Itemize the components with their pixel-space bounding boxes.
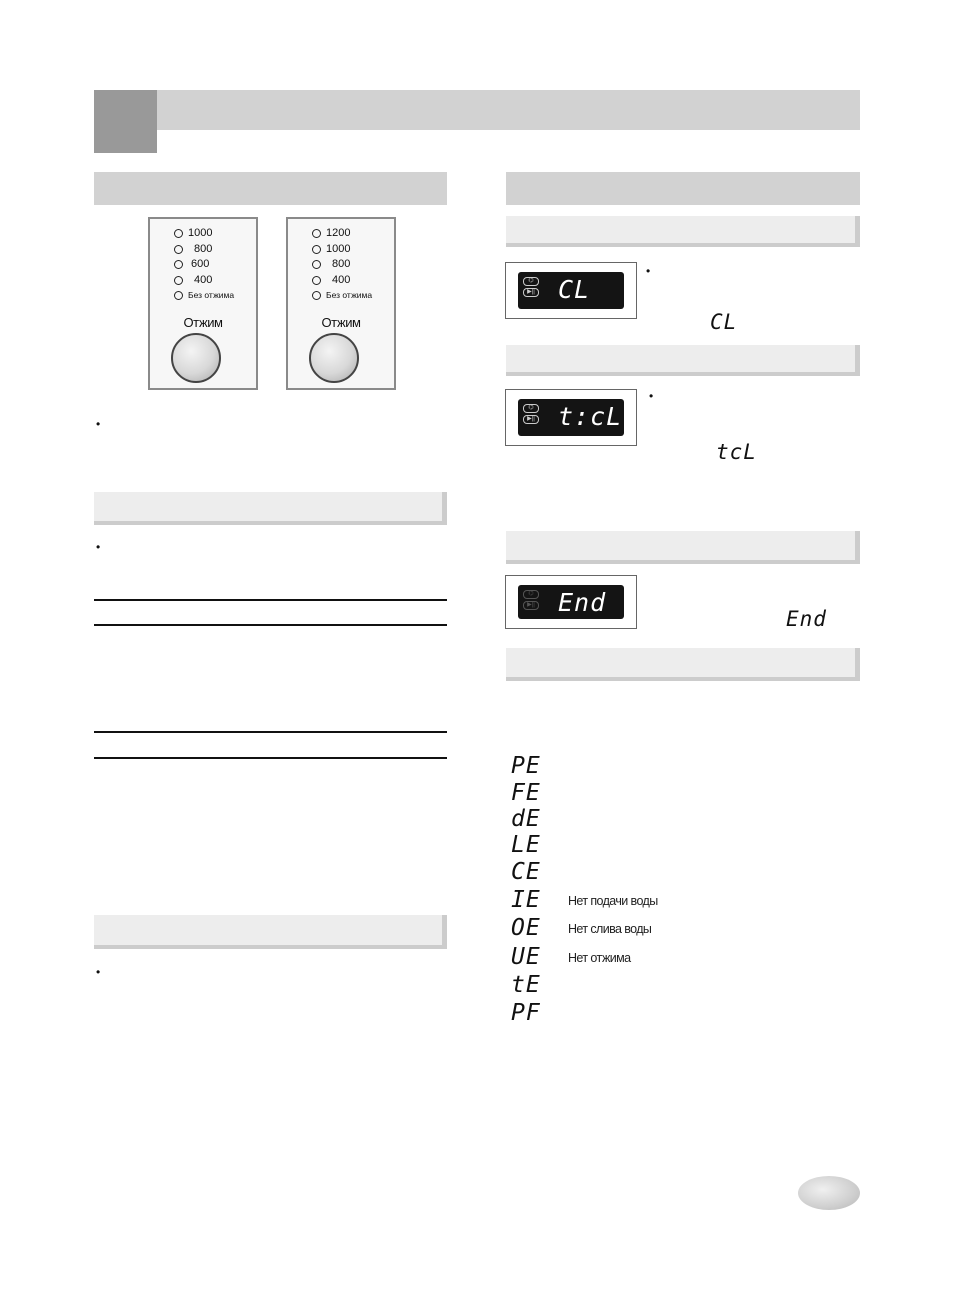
bullet-marker: • <box>96 417 101 431</box>
right-subsection-header-2 <box>506 345 860 376</box>
led-indicator-icon <box>312 260 321 269</box>
error-code: LE <box>511 832 541 858</box>
table-rule-top <box>94 599 447 601</box>
led-indicator-icon <box>312 291 321 300</box>
display-screen <box>518 399 624 436</box>
display-screen <box>518 585 624 619</box>
display-icons <box>523 404 541 426</box>
led-indicator-icon <box>312 245 321 254</box>
code-tcl: tcL <box>716 440 757 464</box>
error-section-header <box>506 648 860 681</box>
right-subsection-header-3 <box>506 531 860 564</box>
page-number-badge <box>798 1176 860 1210</box>
display-readout: CL <box>558 275 591 304</box>
no-spin-option[interactable]: Без отжима <box>312 288 372 304</box>
chapter-tab <box>94 90 157 153</box>
right-subsection-header-1 <box>506 216 860 247</box>
error-code: CE <box>511 859 541 885</box>
table-rule-top <box>94 731 447 733</box>
error-code: PF <box>511 1000 541 1026</box>
code-cl: CL <box>710 310 738 334</box>
spin-button-label: Отжим <box>321 315 361 330</box>
start-pause-icon: ▶|| <box>523 288 539 297</box>
error-description: Нет слива воды <box>568 922 652 936</box>
error-description: Нет отжима <box>568 951 631 965</box>
spin-speed-list <box>312 226 372 304</box>
code-end: End <box>786 607 827 631</box>
spin-speed-option[interactable]: 1000 <box>312 242 372 258</box>
spin-speed-option[interactable]: 800 <box>174 242 234 258</box>
spin-panel-1 <box>148 217 258 390</box>
bullet-marker: • <box>96 540 101 554</box>
spin-button-label: Отжим <box>183 315 223 330</box>
bullet-marker: • <box>646 264 651 278</box>
spin-speed-option[interactable]: 400 <box>174 273 234 289</box>
error-code: PE <box>511 753 541 779</box>
led-indicator-icon <box>174 276 183 285</box>
display-readout: End <box>558 588 607 617</box>
table-rule-header <box>94 757 447 759</box>
page-header-bar <box>157 90 860 130</box>
spin-speed-option[interactable]: 800 <box>312 257 372 273</box>
spin-speed-list <box>174 226 234 304</box>
display-end <box>505 575 637 629</box>
start-pause-icon: ▶|| <box>523 415 539 424</box>
spin-section-header <box>94 172 447 205</box>
led-indicator-icon <box>174 229 183 238</box>
error-code: UE <box>511 944 541 970</box>
spin-button[interactable] <box>171 333 221 383</box>
no-spin-option[interactable]: Без отжима <box>174 288 234 304</box>
led-indicator-icon <box>174 245 183 254</box>
spin-button[interactable] <box>309 333 359 383</box>
spin-panel-2 <box>286 217 396 390</box>
led-indicator-icon <box>312 276 321 285</box>
error-code: IE <box>511 887 541 913</box>
led-indicator-icon <box>174 260 183 269</box>
led-indicator-icon <box>174 291 183 300</box>
error-description: Нет подачи воды <box>568 894 658 908</box>
display-icons <box>523 277 541 299</box>
display-section-header <box>506 172 860 205</box>
spin-speed-option[interactable]: 600 <box>174 257 234 273</box>
left-subsection-header-2 <box>94 915 447 949</box>
error-code: FE <box>511 780 541 806</box>
left-subsection-header-1 <box>94 492 447 525</box>
display-tcl <box>505 389 637 446</box>
bullet-marker: • <box>96 965 101 979</box>
led-indicator-icon <box>312 229 321 238</box>
start-pause-icon: ▶|| <box>523 601 539 610</box>
display-readout: t:cL <box>558 402 623 431</box>
bullet-marker: • <box>649 389 654 403</box>
spin-speed-option[interactable]: 400 <box>312 273 372 289</box>
child-lock-icon: ⌬ <box>523 277 539 286</box>
table-rule-header <box>94 624 447 626</box>
child-lock-icon: ⌬ <box>523 590 539 599</box>
display-icons <box>523 590 541 612</box>
display-screen <box>518 272 624 309</box>
spin-speed-option[interactable]: 1000 <box>174 226 234 242</box>
error-code: dE <box>511 806 541 832</box>
error-code: tE <box>511 972 541 998</box>
child-lock-icon: ⌬ <box>523 404 539 413</box>
display-cl <box>505 262 637 319</box>
spin-speed-option[interactable]: 1200 <box>312 226 372 242</box>
error-code: OE <box>511 915 541 941</box>
